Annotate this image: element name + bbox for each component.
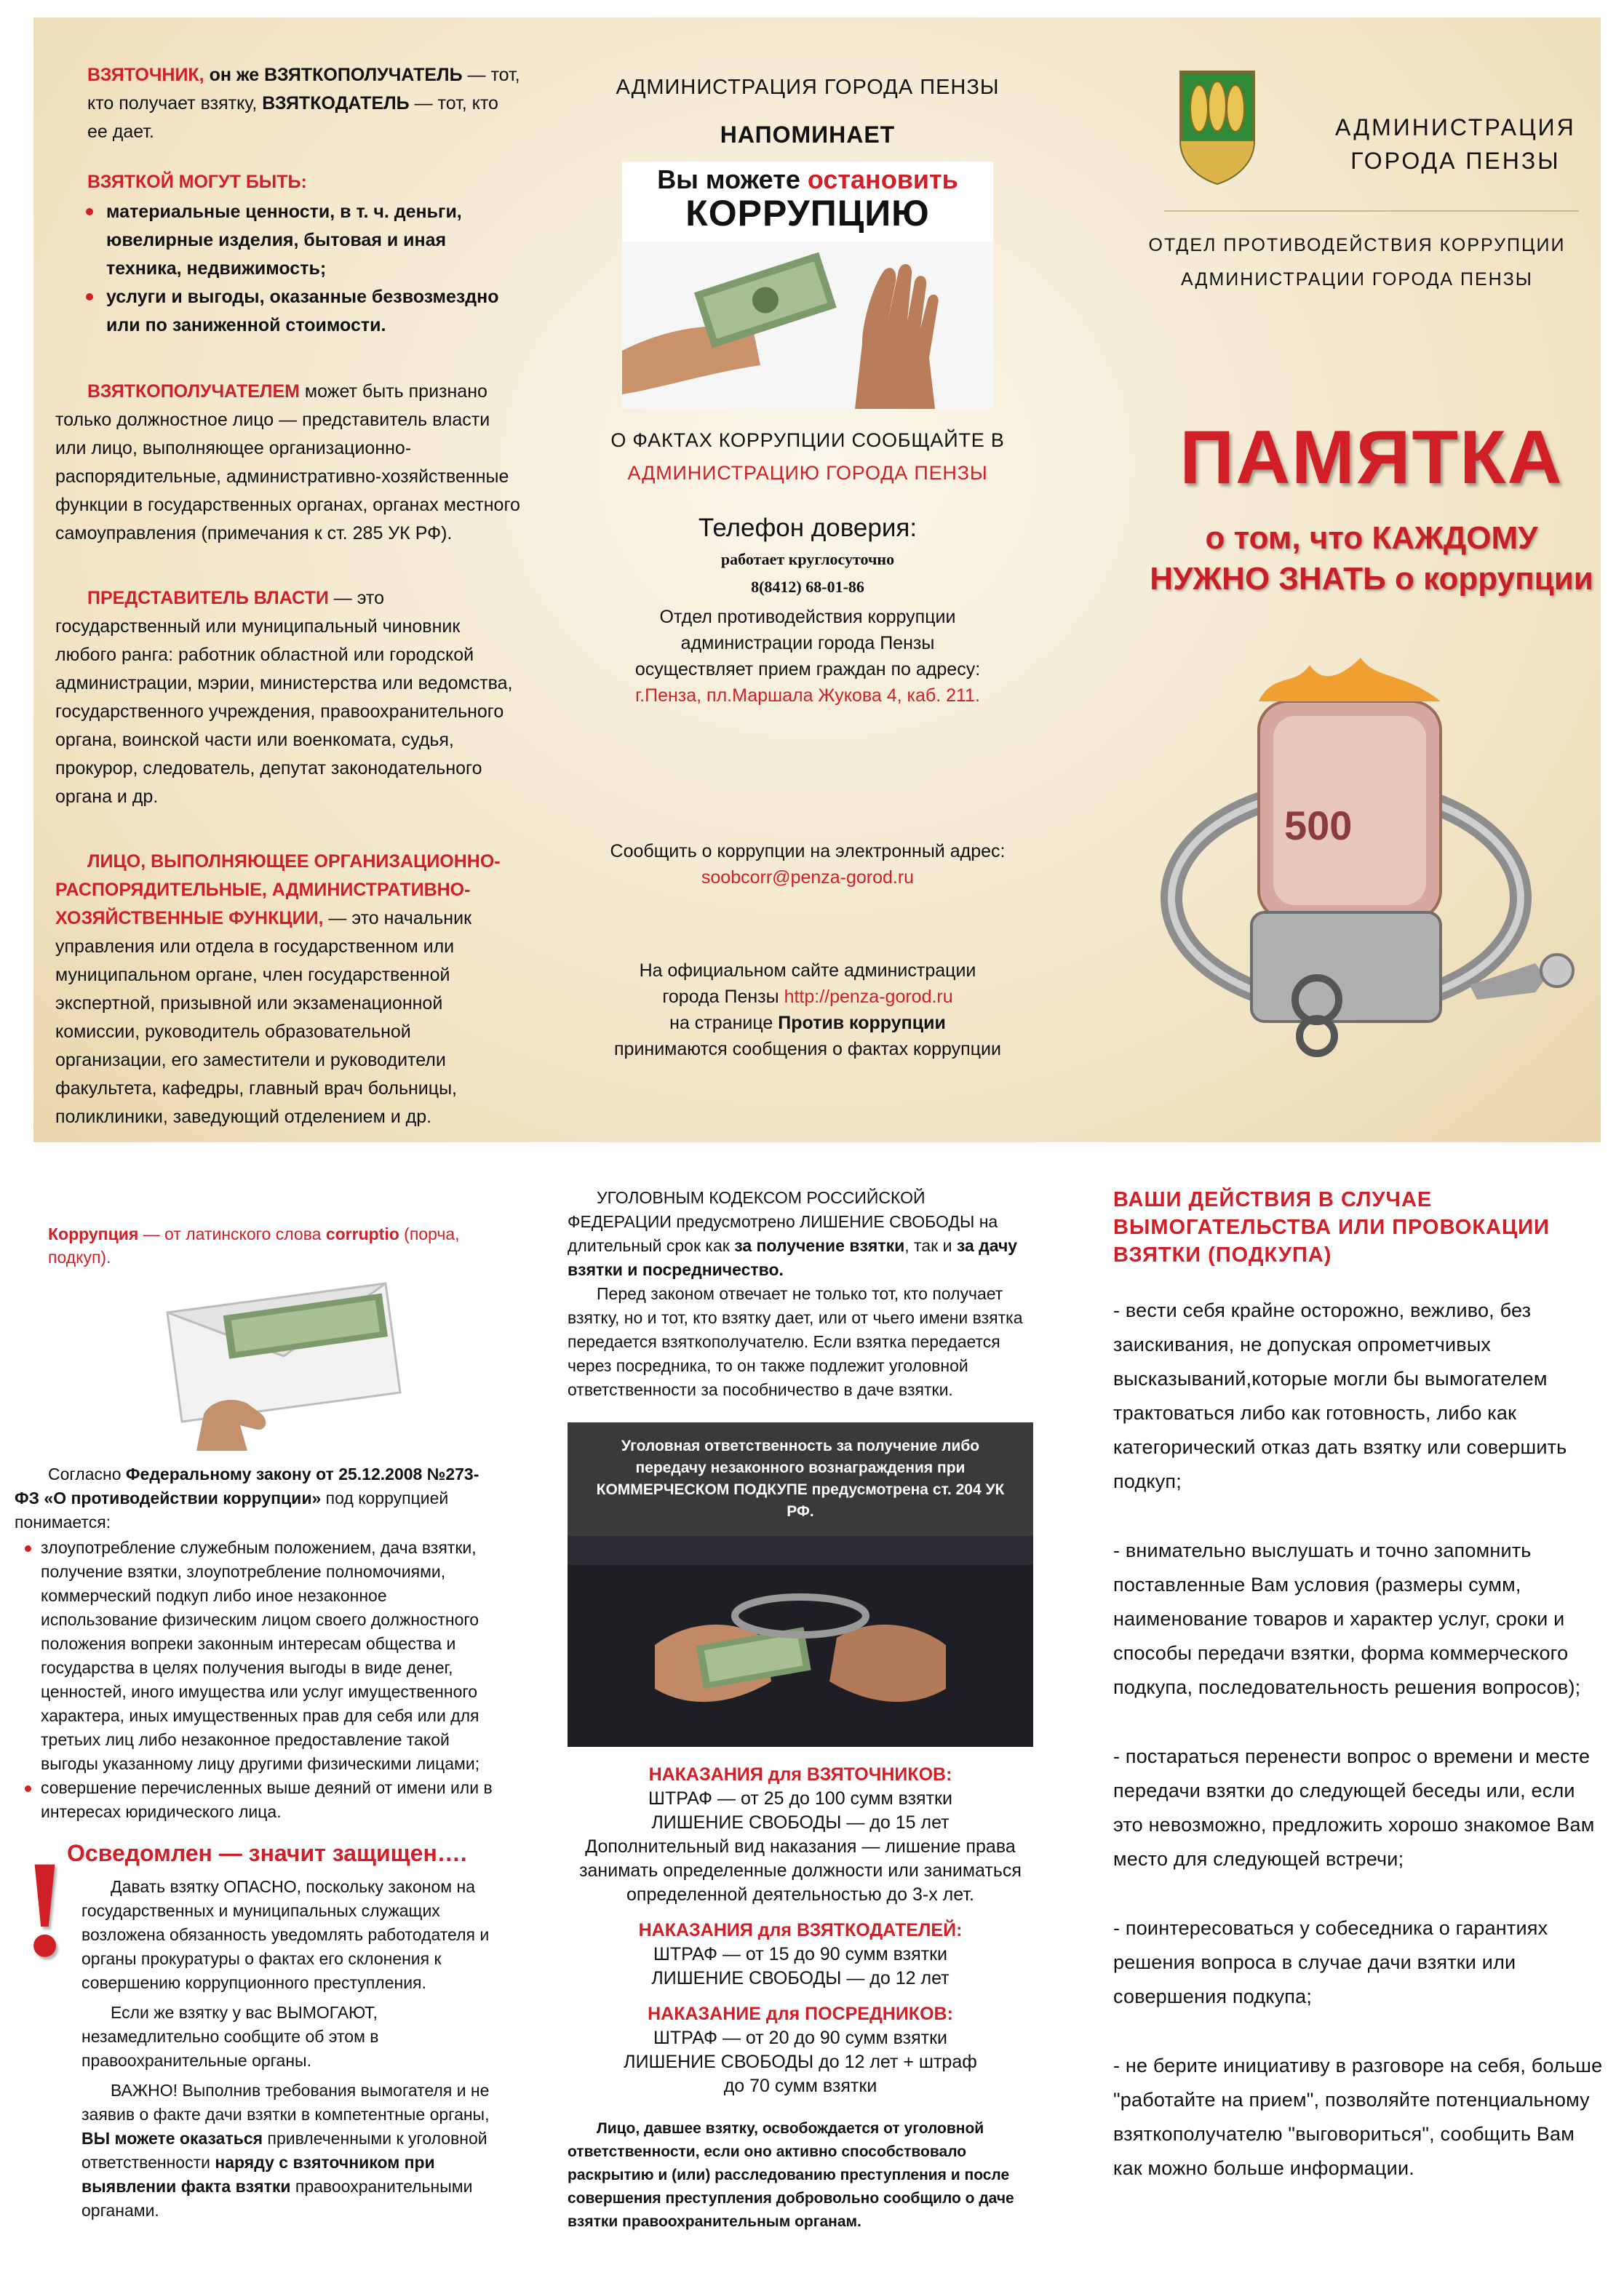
coat-of-arms-icon	[1177, 68, 1257, 185]
warning-title: Осведомлен — значит защищен….	[67, 1840, 467, 1866]
top-center-column	[597, 61, 1019, 1062]
email-info: Сообщить о коррупции на электронный адрес: soobcorr@penza-gorod.ru	[597, 838, 1019, 891]
corruption-definition: Коррупция — от латинского слова corruptio (порча, подкуп).	[48, 1224, 460, 1267]
website-link[interactable]: http://penza-gorod.ru	[784, 987, 953, 1007]
warning-p2: Если же взятку у вас ВЫМОГАЮТ, незамедлительно сообщите об этом в правоохранительные органы.	[81, 2003, 379, 2070]
actions-title: ВАШИ ДЕЙСТВИЯ В СЛУЧАЕ ВЫМОГАТЕЛЬСТВА ИЛИ ПРОВОКАЦИИ ВЗЯТКИ (ПОДКУПА)	[1113, 1188, 1550, 1267]
action-item: - поинтересоваться у собеседника о гарантиях решения вопроса в случае дачи взятки или совершения подкупа;	[1113, 1917, 1548, 2007]
action-item: - постараться перенести вопрос о времени и месте передачи взятки до следующей беседы или, если это невозможно, предложить хорошо знакомое Вам место для следующей встречи;	[1113, 1745, 1595, 1870]
warning-p3: ВАЖНО! Выполнив требования вымогателя и не заявив о факте дачи взятки в компетентные органы, ВЫ можете оказаться привлеченными к уголовной ответственности наряду с взяточником при выявлении факта взятки правоохранительными органами.	[81, 2081, 490, 2220]
action-item: - вести себя крайне осторожно, вежливо, без заискивания, не допуская опрометчивых высказываний,которые могли бы вымогателем трактоваться либо как готовность, либо как категорический отказ дать взятку или совершить подкуп;	[1113, 1299, 1567, 1492]
report-line2: АДМИНИСТРАЦИЮ ГОРОДА ПЕНЗЫ	[627, 462, 988, 484]
list-item: совершение перечисленных выше деяний от имени или в интересах юридического лица.	[15, 1776, 495, 1824]
term-bribe-taker: ВЗЯТОЧНИК,	[87, 65, 204, 85]
commercial-bribery-box: Уголовная ответственность за получение либо передачу незаконного вознаграждения при КОММЕРЧЕСКОМ ПОДКУПЕ предусмотрена ст. 204 УК РФ.	[568, 1422, 1033, 1536]
slogan-line1: Вы можете остановить	[657, 164, 958, 194]
center-org: АДМИНИСТРАЦИЯ ГОРОДА ПЕНЗЫ	[616, 76, 1000, 99]
memo-subtitle: о том, что КАЖДОМУ НУЖНО ЗНАТЬ о коррупции	[1150, 520, 1593, 597]
official-definition: ЛИЦО, ВЫПОЛНЯЮЩЕЕ ОРГАНИЗАЦИОННО-РАСПОРЯДИТЕЛЬНЫЕ, АДМИНИСТРАТИВНО-ХОЗЯЙСТВЕННЫЕ ФУНКЦИИ, — это начальник управления или отдела в государственном или муниципальном органе, член государственной экспертной, призывной или экзаменационной комиссии, руководитель образовательной организации, его заместители и руководители факультета, кафедры, главный врач больницы, поликлиники, заведующий отделением и др.	[55, 851, 501, 1127]
envelope-money-image	[138, 1276, 415, 1451]
bribe-forms	[55, 168, 521, 340]
email-link[interactable]: soobcorr@penza-gorod.ru	[701, 867, 915, 888]
hotline-hours: работает круглосуточно	[720, 550, 895, 568]
right-org: АДМИНИСТРАЦИЯ ГОРОДА ПЕНЗЫ	[1335, 114, 1576, 174]
right-dept: ОТДЕЛ ПРОТИВОДЕЙСТВИЯ КОРРУПЦИИ АДМИНИСТРАЦИИ ГОРОДА ПЕНЗЫ	[1148, 235, 1566, 290]
bribe-form-item: материальные ценности, в т. ч. деньги, ювелирные изделия, бытовая и иная техника, недвижимость;	[77, 198, 521, 283]
website-info: На официальном сайте администрации города Пензы http://penza-gorod.ru на странице Против коррупции принимаются сообщения о фактах коррупции	[614, 960, 1001, 1059]
hotline-phone[interactable]: 8(8412) 68-01-86	[751, 578, 864, 596]
hand-refusing-money-image	[622, 242, 993, 409]
action-item: - не берите инициативу в разговоре на себя, больше "работайте на прием", позволяйте потенциальному взяткополучателю "выговориться", сообщить Вам как можно больше информации.	[1113, 2055, 1603, 2179]
memo-title: ПАМЯТКА	[1179, 415, 1564, 500]
dept-info: Отдел противодействия коррупции администрации города Пензы осуществляет прием граждан по адресу: г.Пенза, пл.Маршала Жукова 4, каб. 211.	[597, 604, 1019, 709]
stop-corruption-banner	[622, 162, 993, 409]
handcuffed-hands-image	[568, 1536, 1033, 1747]
banknote-value: 500	[1284, 803, 1353, 848]
corruption-forms-list	[15, 1536, 495, 1824]
top-left-column	[55, 61, 521, 1168]
bottom-left-column	[15, 1193, 495, 2223]
liability-paragraph: Перед законом отвечает не только тот, кто получает взятку, но и тот, кто взятку дает, или от чьего имени взятка передается взяткополучателю. Если взятка передается через посредника, то он также подлежит уголовной ответственности за пособничество в даче взятки.	[568, 1284, 1023, 1399]
bribe-taker-definition: ВЗЯТОЧНИК, он же ВЗЯТКОПОЛУЧАТЕЛЬ — тот, кто получает взятку, ВЗЯТКОДАТЕЛЬ — тот, кто ее дает.	[87, 65, 520, 142]
bribe-form-item: услуги и выгоды, оказанные безвозмездно или по заниженной стоимости.	[77, 283, 521, 340]
exemption-note: Лицо, давшее взятку, освобождается от уголовной ответственности, если оно активно способствовало раскрытию и (или) расследованию преступления и после совершения преступления добровольно сообщило о даче взятки правоохранительным органам.	[568, 2120, 1014, 2230]
bottom-middle-column	[568, 1186, 1033, 2234]
warning-block	[15, 1833, 495, 2223]
bribe-receiver-definition: ВЗЯТКОПОЛУЧАТЕЛЕМ может быть признано только должностное лицо — представитель власти или лицо, выполняющее организационно-распорядительные, административно-хозяйственные функции в государственных органах, органах местного самоуправления (примечания к ст. 285 УК РФ).	[55, 381, 520, 543]
federal-law-intro: Согласно Федеральному закону от 25.12.2008 №273-ФЗ «О противодействии коррупции» под коррупцией понимается:	[15, 1465, 479, 1532]
list-item: злоупотребление служебным положением, дача взятки, получение взятки, злоупотребление полномочиями, коммерческий подкуп либо иное незаконное использование физическим лицом своего должностного положения вопреки законным интересам общества и государства в целях получения выгоды в виде денег, ценностей, иного имущества или услуг имущественного характера, иных имущественных прав для себя или для третьих лиц либо незаконное предоставление такой выгоды указанному лицу другими физическими лицами;	[15, 1536, 495, 1776]
penalty-intermediaries-title: НАКАЗАНИЕ для ПОСРЕДНИКОВ:	[648, 2004, 953, 2024]
slogan-line2: КОРРУПЦИЮ	[685, 193, 930, 234]
hotline-title: Телефон доверия:	[698, 514, 918, 542]
penalties: НАКАЗАНИЯ для ВЗЯТОЧНИКОВ: ШТРАФ — от 25 до 100 сумм взятки ЛИШЕНИЕ СВОБОДЫ — до 15 лет Дополнительный вид наказания — лишение права занимать определенные должности или заниматься определенной деятельностью до 3-х лет. НАКАЗАНИЯ для ВЗЯТКОДАТЕЛЕЙ: ШТРАФ — от 15 до 90 сумм взятки ЛИШЕНИЕ СВОБОДЫ — до 12 лет НАКАЗАНИЕ для ПОСРЕДНИКОВ: ШТРАФ — от 20 до 90 сумм взятки ЛИШЕНИЕ СВОБОДЫ до 12 лет + штраф до 70 сумм взятки	[568, 1763, 1033, 2098]
bribe-forms-title: ВЗЯТКОЙ МОГУТ БЫТЬ:	[87, 172, 307, 192]
reminds-label: НАПОМИНАЕТ	[720, 122, 896, 148]
handcuffs-money-image	[1128, 658, 1593, 1094]
criminal-code-intro: УГОЛОВНЫМ КОДЕКСОМ РОССИЙСКОЙ ФЕДЕРАЦИИ предусмотрено ЛИШЕНИЕ СВОБОДЫ на длительный срок как за получение взятки, так и за дачу взятки и посредничество.	[568, 1188, 1018, 1279]
penalty-takers-title: НАКАЗАНИЯ для ВЗЯТОЧНИКОВ:	[648, 1764, 952, 1785]
authority-definition: ПРЕДСТАВИТЕЛЬ ВЛАСТИ — это государственный или муниципальный чиновник любого ранга: работник областной или городской администрации, мэрии, министерства или ведомства, государственного учреждения, правоохранительного органа, воинской части или военкомата, судья, прокурор, следователь, депутат законодательного органа и др.	[55, 588, 513, 807]
action-item: - внимательно выслушать и точно запомнить поставленные Вам условия (размеры сумм, наименование товаров и характер услуг, сроки и способы передачи взятки, форма коммерческого подкупа, последовательность решения вопросов);	[1113, 1540, 1581, 1698]
reception-address: г.Пенза, пл.Маршала Жукова 4, каб. 211.	[635, 685, 980, 706]
divider	[1164, 210, 1579, 212]
warning-p1: Давать взятку ОПАСНО, поскольку законом на государственных и муниципальных служащих возложена обязанность уведомлять работодателя и органы прокуратуры о фактах его склонения к совершению коррупционного преступления.	[81, 1877, 490, 1992]
report-line1: О ФАКТАХ КОРРУПЦИИ СООБЩАЙТЕ В	[610, 429, 1005, 451]
exclamation-icon: !	[22, 1833, 68, 1986]
penalty-givers-title: НАКАЗАНИЯ для ВЗЯТКОДАТЕЛЕЙ:	[638, 1920, 963, 1940]
bottom-right-column	[1113, 1186, 1608, 2186]
